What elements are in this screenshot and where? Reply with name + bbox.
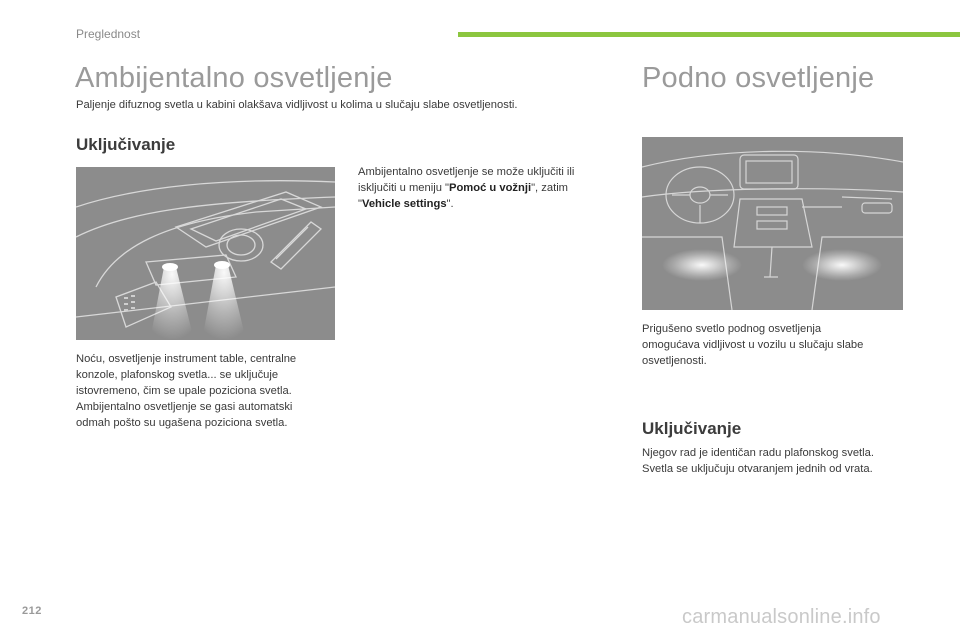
ambient-lighting-title: Ambijentalno osvetljenje (75, 62, 393, 94)
floor-lighting-body (642, 321, 863, 369)
footwell-light-illustration (642, 137, 903, 310)
menu-line: Ambijentalno osvetljenje se može uključiti ili (358, 166, 575, 178)
body-line: istovremeno, čim se upale poziciona svetla. (76, 385, 292, 397)
menu-line: isključiti u meniju " (358, 182, 450, 194)
ambient-lighting-intro: Paljenje difuznog svetla u kabini olakšava vidljivost u kolima u slučaju slabe osvetljenosti. (76, 99, 518, 111)
body-line: Prigušeno svetlo podnog osvetljenja (642, 323, 822, 335)
header-accent-bar (458, 32, 960, 37)
ambient-menu-instructions (358, 164, 574, 212)
body-line: odmah pošto su ugašena poziciona svetla. (76, 417, 288, 429)
body-line: Njegov rad je identičan radu plafonskog svetla. (642, 447, 874, 459)
menu-line: " (358, 198, 362, 210)
body-line: omogućava vidljivost u vozilu u slučaju slabe (642, 339, 864, 351)
body-line: Noću, osvetljenje instrument table, centralne (76, 353, 297, 365)
floor-activation-body (642, 445, 874, 477)
page-number: 212 (22, 605, 42, 617)
menu-line: ", zatim (531, 182, 568, 194)
floor-activation-subtitle: Uključivanje (642, 419, 742, 438)
body-line: osvetljenosti. (642, 355, 707, 367)
menu-name-vehicle-settings: Vehicle settings (361, 198, 447, 210)
section-label: Preglednost (76, 27, 141, 41)
floor-lighting-title: Podno osvetljenje (642, 62, 875, 94)
ambient-activation-body (76, 351, 296, 431)
menu-name-driving-assistance: Pomoć u vožnji (449, 182, 532, 194)
ambient-activation-subtitle: Uključivanje (76, 135, 176, 154)
body-line: Ambijentalno osvetljenje se gasi automatski (76, 401, 293, 413)
body-line: konzole, plafonskog svetla... se uključuje (76, 369, 279, 381)
menu-line: ". (446, 198, 454, 210)
watermark: carmanualsonline.info (682, 606, 881, 628)
body-line: Svetla se uključuju otvaranjem jednih od vrata. (642, 463, 873, 475)
ceiling-light-illustration (76, 167, 335, 340)
